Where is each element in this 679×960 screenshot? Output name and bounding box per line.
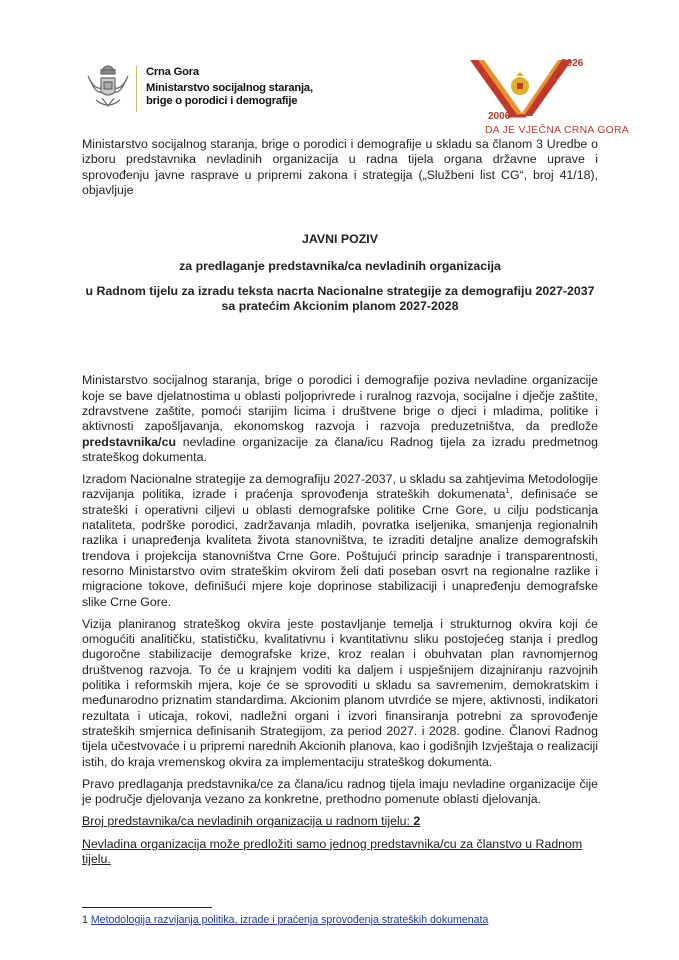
paragraph-strategy — [82, 472, 598, 610]
footnote — [82, 914, 488, 927]
count-label: Broj predstavnika/ca nevladinih organizacija u radnom tijelu: — [82, 814, 414, 829]
title-block — [82, 232, 598, 314]
paragraph-text: nevladine organizacije za člana/icu Radnog tijela za izradu predmetnog strateškog dokumenta. — [82, 434, 598, 464]
letterhead — [0, 0, 679, 136]
ministry-name-line2: brige o porodici i demografije — [146, 95, 298, 107]
coat-of-arms-icon — [84, 60, 132, 112]
document-body — [82, 137, 598, 874]
document-subtitle: za predlaganje predstavnika/ca nevladinih organizacija — [179, 259, 501, 274]
count-value: 2 — [413, 814, 421, 829]
footnote-reference[interactable]: 1 — [505, 488, 510, 496]
paragraph-invitation — [82, 373, 598, 465]
paragraph-text: Ministarstvo socijalnog staranja, brige o porodici i demografije poziva nevladine organizacije koje se bave djelatnostima u oblasti poljoprivrede i ruralnog razvoja, socijalne i dječje zaštite, zdravstvene zaštite, pomoći starijim licima i društvene brige o djeci i mladima, politike i aktivnosti zapošljavanja, ekonomskog razvoja i razvoja preduzetništva, da predlože — [82, 373, 598, 434]
paragraph-eligibility: Pravo predlaganja predstavnika/ce za člana/icu radnog tijela imaju nevladine organizacije čije je područje djelovanja vezano za konkretne, prethodno pomenute oblasti djelovanja. — [82, 776, 598, 807]
intro-paragraph: Ministarstvo socijalnog staranja, brige o porodici i demografije u skladu sa članom 3 Uredbe o izboru predstavnika nevladinih organizacija u radna tijela organa državne uprave i sprovođenju javne rasprave u pripremi zakona i strategija („Službeni list CG“, broj 41/18), objavljuje — [82, 137, 598, 197]
representative-count — [82, 814, 598, 829]
jubilee-year-start: 2006 — [488, 111, 511, 122]
ministry-name-line1: Ministarstvo socijalnog staranja, — [146, 82, 313, 94]
document-topic: u Radnom tijelu za izradu teksta nacrta Nacionalne strategije za demografiju 2027-2037 sa pratećim Akcionim planom 2027-2028 — [85, 283, 595, 314]
jubilee-motto: DA JE VJEČNA CRNA GORA — [485, 125, 630, 136]
limit-note: Nevladina organizacija može predložiti samo jednog predstavnika/cu za članstvo u Radnom tijelu. — [82, 836, 583, 866]
organization-name — [146, 66, 313, 108]
paragraph-text: , definisaće se strateški i operativni ciljevi u oblasti demografske politike Crne Gore, u cilju podsticanja nataliteta, podrške porodici, zadržavanja mladih, povratka iseljenika, smanjenja regionalnih razlika i unapređenja kvaliteta života stanovništva, te izraditi detaljne analize demografskih trendova i projekcija stanovništva Crne Gore. Poštujući princip saradnje i transparentnosti, resorno Ministarstvo ovim strateškim okvirom želi dati poseban osvrt na regionalne razlike i migracione tokove, definišući mjere koje doprinose stabilizaciji i unapređenju demografske slike Crne Gore. — [82, 487, 598, 609]
jubilee-logo — [440, 48, 630, 136]
document-heading: JAVNI POZIV — [302, 232, 378, 247]
jubilee-year-end: 2026 — [561, 58, 584, 69]
bold-representative: predstavnika/cu — [82, 434, 176, 449]
footnote-separator — [82, 907, 212, 908]
country-name: Crna Gora — [146, 66, 199, 78]
footnote-link[interactable]: Metodologija razvijanja politika, izrade i praćenja sprovođenja strateških dokumenata — [90, 914, 489, 926]
paragraph-vision: Vizija planiranog strateškog okvira jeste postavljanje temelja i strukturnog okvira koji će omogućiti analitičku, statističku, kvalitativnu i kvantitativnu sliku postojećeg stanja i predlog dugoročne stabilizacije demografske krize, kroz realan i obuhvatan plan ravnomjernog društvenog razvoja. To će u krajnjem voditi ka daljem i uspješnijem dizajniranju razvojnih politika i reformskih mjera, koje će se sprovoditi u skladu sa savremenim, demokratskim i međunarodno priznatim standardima. Akcionim planom utvrdiće se mjere, aktivnosti, indikatori rezultata i uticaja, rokovi, nadležni organi i izvori finansiranja potrebni za sprovođenje strateških smjernica definisanih Strategijom, za period 2027. i 2028. godine. Članovi Radnog tijela učestvovaće i u pripremi narednih Akcionih planova, kao i godišnjih Izvještaja o realizaciji istih, do kraja vremenskog okvira za implementaciju strateškog dokumenta. — [82, 616, 598, 769]
header-divider — [136, 66, 137, 112]
footnote-number: 1 — [82, 914, 88, 926]
paragraph-text: Izradom Nacionalne strategije za demografiju 2027-2037, u skladu sa zahtjevima Metodologije razvijanja politika, izrade i praćenja sprovođenja strateških dokumenata — [82, 472, 598, 502]
